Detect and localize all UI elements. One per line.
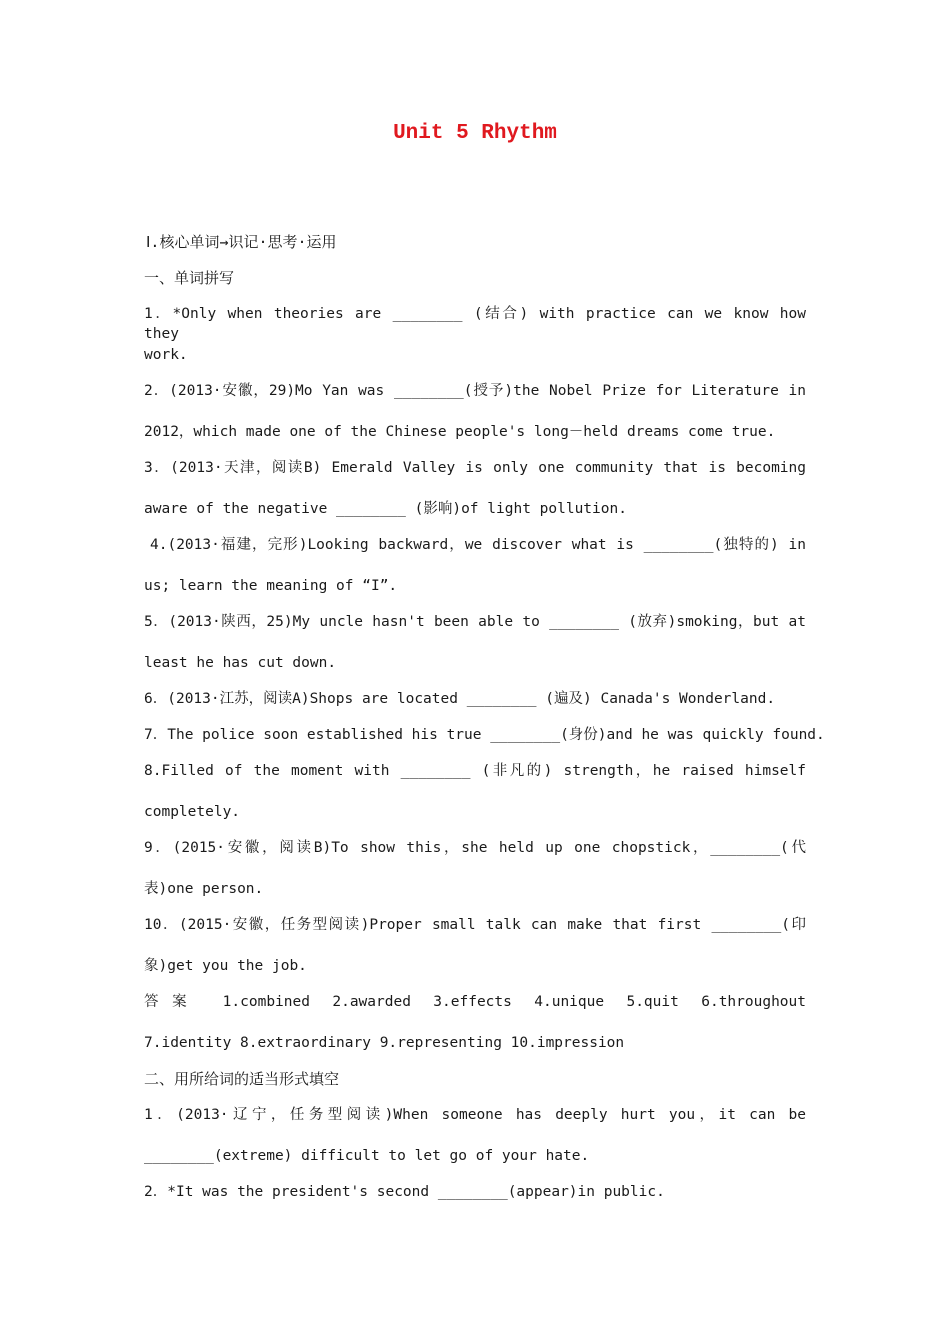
question-2-line-1: 2．(2013·安徽，29)Mo Yan was ________(授予)the Nobel Prize for Literature in: [144, 383, 806, 399]
question-1-line-1: 1．*Only when theories are ________ (结合) with practice can we know how they: [144, 306, 806, 342]
question-6: 6．(2013·江苏，阅读A)Shops are located ________ (遍及) Canada's Wonderland.: [144, 691, 776, 707]
fill-question-1-line-2: ________(extreme) difficult to let go of your hate.: [144, 1148, 590, 1164]
question-9-line-1: 9．(2015·安徽，阅读B)To show this，she held up one chopstick，________(代: [144, 840, 806, 856]
question-4-line-1: 4.(2013·福建，完形)Looking backward，we discover what is ________(独特的) in: [150, 537, 806, 553]
subsection-fill-heading: 二、用所给词的适当形式填空: [144, 1070, 340, 1088]
subsection-spelling-heading: 一、单词拼写: [144, 269, 235, 287]
question-7: 7．The police soon established his true ________(身份)and he was quickly found.: [144, 727, 825, 743]
section-heading: Ⅰ.核心单词→识记·思考·运用: [146, 233, 337, 251]
question-9-line-2: 表)one person.: [144, 881, 264, 897]
question-3-line-1: 3．(2013·天津，阅读B) Emerald Valley is only one community that is becoming: [144, 460, 806, 476]
question-2-line-2: 2012，which made one of the Chinese people's long－held dreams come true.: [144, 424, 776, 440]
question-10-line-1: 10．(2015·安徽，任务型阅读)Proper small talk can make that first ________(印: [144, 917, 806, 933]
answer-key-line-1: 答案 1.combined 2.awarded 3.effects 4.unique 5.quit 6.throughout: [144, 994, 806, 1010]
fill-question-1-line-1: 1．(2013·辽宁，任务型阅读)When someone has deeply hurt you，it can be: [144, 1107, 806, 1123]
question-8-line-1: 8.Filled of the moment with ________ (非凡的) strength，he raised himself: [144, 763, 806, 779]
question-3-line-2: aware of the negative ________ (影响)of light pollution.: [144, 501, 627, 517]
question-5-line-1: 5．(2013·陕西，25)My uncle hasn't been able to ________ (放弃)smoking，but at: [144, 614, 806, 630]
fill-question-2: 2．*It was the president's second ________(appear)in public.: [144, 1184, 665, 1200]
answer-key-line-2: 7.identity 8.extraordinary 9.representing 10.impression: [144, 1035, 625, 1051]
question-4-line-2: us; learn the meaning of “I”.: [144, 578, 398, 594]
question-8-line-2: completely.: [144, 804, 241, 820]
page-title: Unit 5 Rhythm: [393, 122, 557, 145]
question-5-line-2: least he has cut down.: [144, 655, 337, 671]
question-10-line-2: 象)get you the job.: [144, 958, 307, 974]
question-1-line-2: work.: [144, 347, 188, 363]
